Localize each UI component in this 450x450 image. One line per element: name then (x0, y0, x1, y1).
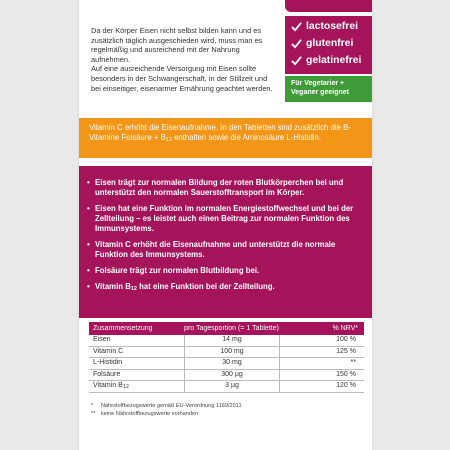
footnote (91, 410, 242, 418)
bullet-icon: • (87, 204, 90, 213)
footnote-mark: * (91, 403, 94, 409)
cell-nrv: 100 % (279, 335, 364, 346)
header-composition: Zusammensetzung (93, 325, 153, 332)
footnote-text: Nährstoffbezugswerte gemäß EU-Verordnung 1169/2011 (101, 403, 242, 409)
cell-amount: 3 µg (184, 381, 279, 392)
claim-lactosefrei (291, 18, 372, 35)
cell-name: L-Histidin (93, 359, 123, 367)
claim-gelatinefrei (291, 52, 372, 69)
bullet-icon: • (87, 282, 90, 291)
vitamin-c-note (79, 118, 372, 158)
cell-nrv: ** (279, 358, 364, 369)
nutrition-table (89, 322, 364, 393)
package-back-panel (79, 0, 372, 450)
cell-amount: 14 mg (184, 335, 279, 346)
claim-glutenfrei (291, 35, 372, 52)
list-item (87, 178, 364, 198)
header-nrv: % NRV* (332, 325, 358, 332)
table-row (89, 370, 364, 382)
cell-nrv: 125 % (279, 347, 364, 358)
checkmark-icon (291, 55, 302, 66)
health-claim-text: Vitamin C erhöht die Eisenaufnahme und unterstützt die normale Funktion des Immunsystems. (95, 240, 336, 259)
free-from-claims (285, 16, 372, 74)
cell-nrv: 150 % (279, 370, 364, 381)
vegetarian-badge: Für Vegetarier + Veganer geeignet (285, 76, 372, 102)
footnote-text: keine Nährstoffbezugswerte vorhanden (101, 411, 199, 417)
intro-text (91, 26, 279, 93)
checkmark-icon (291, 38, 302, 49)
list-item (87, 240, 364, 260)
table-row (89, 358, 364, 370)
checkmark-icon (291, 21, 302, 32)
claim-label: glutenfrei (306, 38, 354, 49)
intro-paragraph-2: Auf eine ausreichende Versorgung mit Eisen sollte besonders in der Schwangerschaft, in der Stillzeit und bei einseitiger, eisenarmer Ernährung geachtet werden. (91, 64, 273, 93)
cell-amount: 30 mg (184, 358, 279, 369)
cell-name: Eisen (93, 336, 111, 343)
bullet-icon: • (87, 178, 90, 187)
list-item (87, 282, 364, 293)
table-header (89, 322, 364, 335)
cell-amount: 100 mg (184, 347, 279, 358)
brand-tab (285, 0, 372, 12)
cell-nrv: 120 % (279, 381, 364, 392)
health-claim-text: Eisen trägt zur normalen Bildung der roten Blutkörperchen bei und unterstützt den normalen Sauerstofftransport im Körper. (95, 178, 344, 197)
footnote-mark: ** (91, 411, 96, 417)
list-item (87, 204, 364, 234)
vitamin-c-text: Vitamin C erhöht die Eisenaufnahme. In den Tabletten sind zusätzlich die B-Vitamine Folsäure + $B_{12}$ enthalten sowie die Aminosäure L-Histidin. (89, 123, 351, 143)
bullet-icon: • (87, 240, 90, 249)
health-claim-text: Vitamin $B_{12}$ hat eine Funktion bei der Zellteilung. (95, 282, 275, 292)
footnotes (91, 402, 242, 418)
claim-label: lactosefrei (306, 21, 358, 32)
health-claim-text: Folsäure trägt zur normalen Blutbildung bei. (95, 266, 260, 275)
cell-amount: 300 µg (184, 370, 279, 381)
table-row (89, 381, 364, 393)
footnote (91, 402, 242, 410)
bullet-icon: • (87, 266, 90, 275)
claim-label: gelatinefrei (306, 55, 362, 66)
intro-paragraph-1: Da der Körper Eisen nicht selbst bilden kann und es zusätzlich täglich ausgeschieden wird, muss man es regelmäßig und ausreichend mit der Nahrung aufnehmen. (91, 26, 263, 64)
health-claim-text: Eisen hat eine Funktion im normalen Energiestoffwechsel und bei der Zellteilung – es leistet auch einen Beitrag zur normalen Funktion des Immunsystems. (95, 204, 354, 233)
cell-name: Folsäure (93, 370, 121, 378)
table-row (89, 347, 364, 359)
header-daily-portion: pro Tagesportion (= 1 Tablette) (184, 325, 279, 332)
table-row (89, 335, 364, 347)
list-item (87, 266, 364, 276)
cell-name: Vitamin C (93, 347, 124, 355)
health-claims (79, 166, 372, 318)
cell-name: Vitamin $B_{12}$ (93, 382, 129, 391)
